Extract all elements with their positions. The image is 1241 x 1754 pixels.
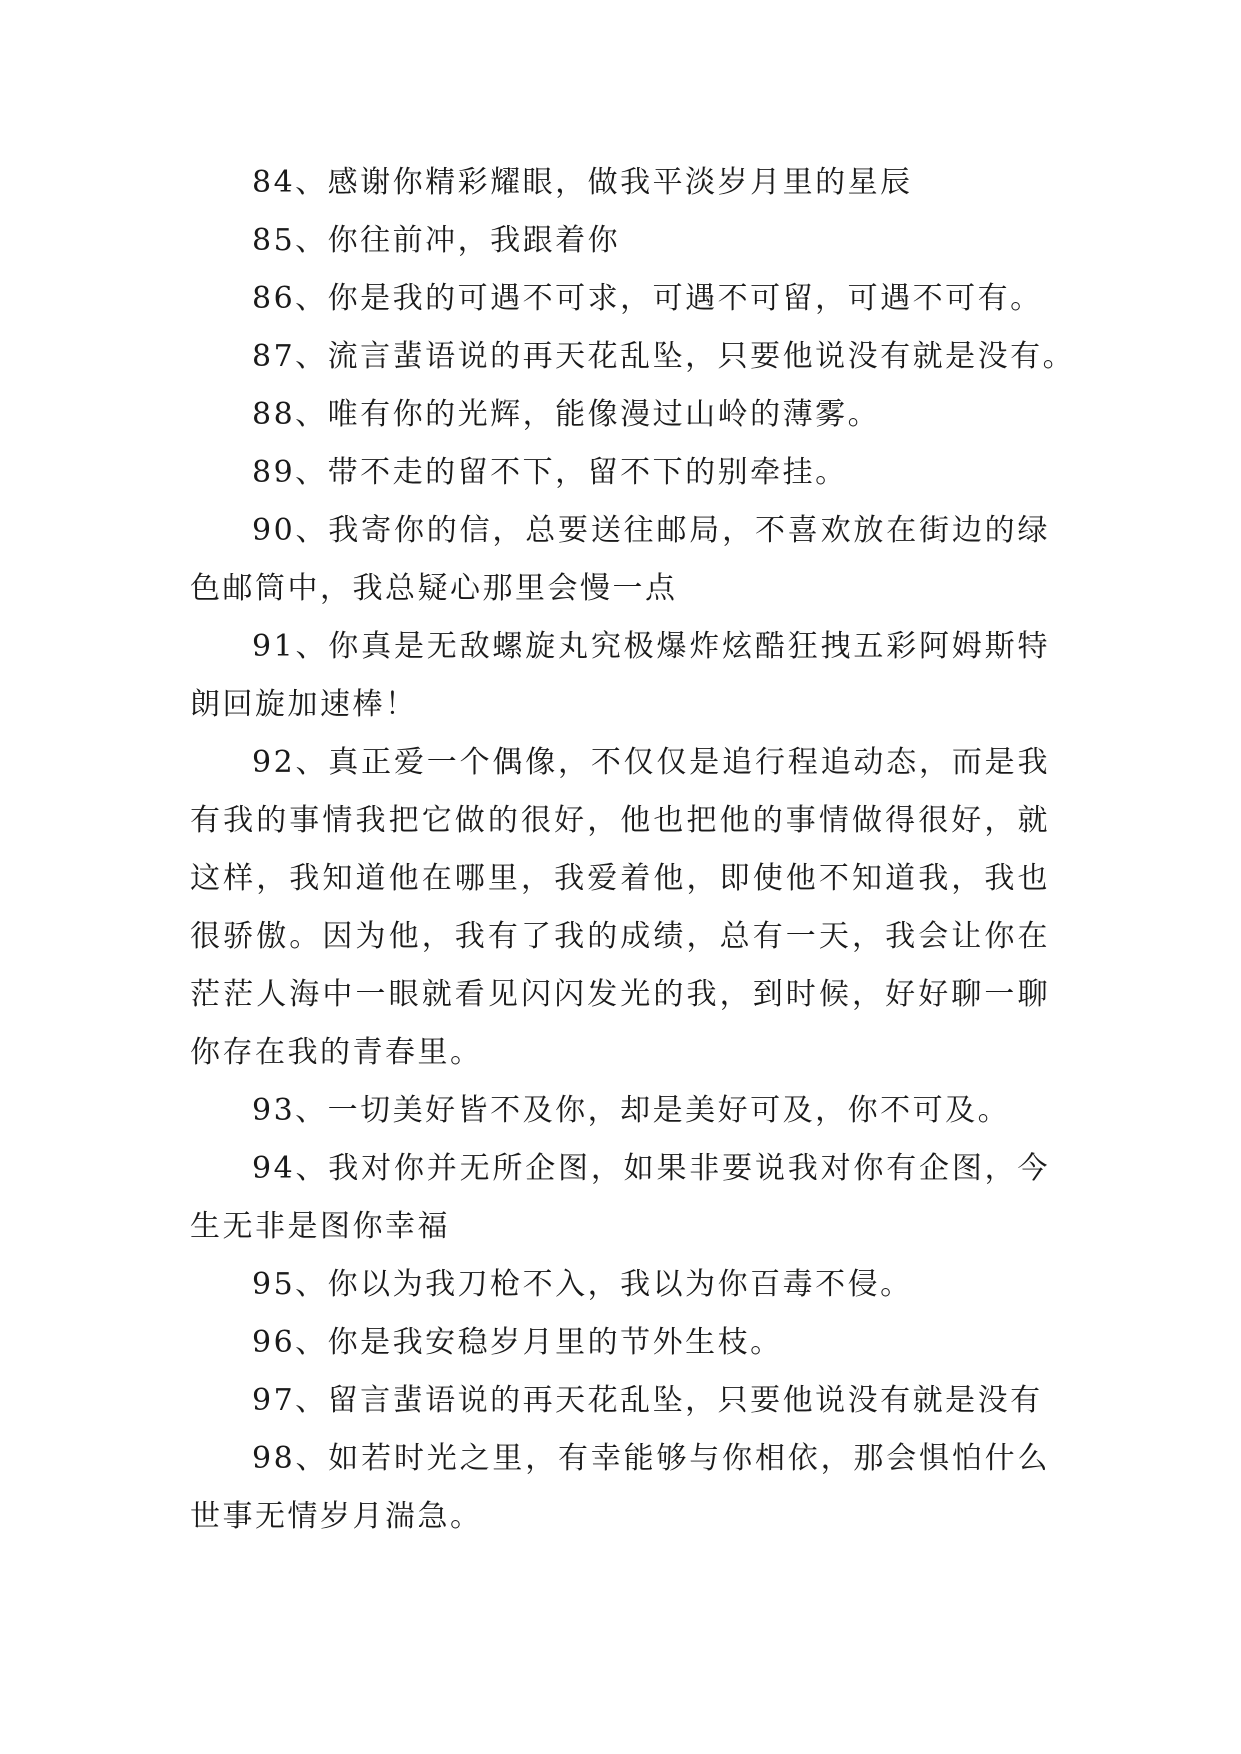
paragraph-85: 85、你往前冲，我跟着你 [252, 223, 621, 258]
paragraph-84: 84、感谢你精彩耀眼，做我平淡岁月里的星辰 [252, 165, 913, 200]
paragraph-91: 91、你真是无敌螺旋丸究极爆炸炫酷狂拽五彩阿姆斯特朗回旋加速棒！ [190, 629, 1050, 722]
paragraph-90: 90、我寄你的信，总要送往邮局，不喜欢放在街边的绿色邮筒中，我总疑心那里会慢一点 [190, 513, 1050, 606]
paragraph-92: 92、真正爱一个偶像，不仅仅是追行程追动态，而是我有我的事情我把它做的很好，他也把他的事情做得很好，就这样，我知道他在哪里，我爱着他，即使他不知道我，我也很骄傲。因为他，我有了我的成绩，总有一天，我会让你在茫茫人海中一眼就看见闪闪发光的我，到时候，好好聊一聊你存在我的青春里。 [190, 745, 1050, 1070]
document-body [190, 154, 1076, 1546]
paragraph-96: 96、你是我安稳岁月里的节外生枝。 [252, 1325, 783, 1360]
paragraph-97: 97、留言蜚语说的再天花乱坠，只要他说没有就是没有 [252, 1383, 1043, 1418]
paragraph-94: 94、我对你并无所企图，如果非要说我对你有企图，今生无非是图你幸福 [190, 1151, 1050, 1244]
paragraph-93: 93、一切美好皆不及你，却是美好可及，你不可及。 [252, 1093, 1011, 1128]
paragraph-89: 89、带不走的留不下，留不下的别牵挂。 [252, 455, 848, 490]
paragraph-87: 87、流言蜚语说的再天花乱坠，只要他说没有就是没有。 [252, 339, 1076, 374]
paragraph-88: 88、唯有你的光辉，能像漫过山岭的薄雾。 [252, 397, 881, 432]
paragraph-95: 95、你以为我刀枪不入，我以为你百毒不侵。 [252, 1267, 913, 1302]
paragraph-98: 98、如若时光之里，有幸能够与你相依，那会惧怕什么世事无情岁月湍急。 [190, 1441, 1050, 1534]
paragraph-86: 86、你是我的可遇不可求，可遇不可留，可遇不可有。 [252, 281, 1043, 316]
